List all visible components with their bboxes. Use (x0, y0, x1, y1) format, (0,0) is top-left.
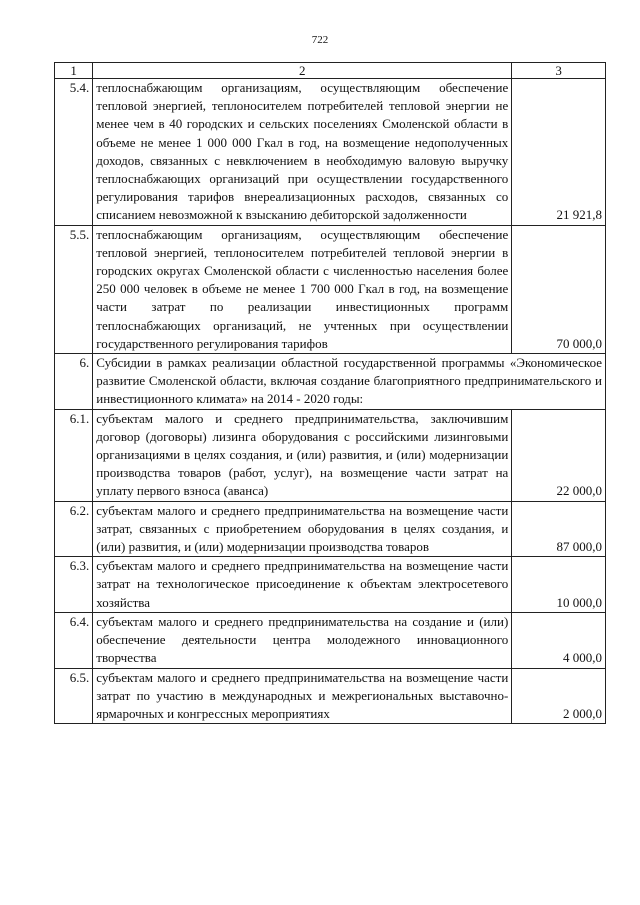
row-amount: 70 000,0 (512, 225, 606, 353)
table-row (55, 79, 606, 226)
row-amount: 22 000,0 (512, 409, 606, 501)
table-row (55, 557, 606, 613)
budget-table (54, 62, 606, 724)
row-amount: 2 000,0 (512, 668, 606, 724)
table-row (55, 354, 606, 410)
row-number: 6.5. (55, 668, 93, 724)
table-row (55, 501, 606, 557)
row-text: субъектам малого и среднего предпринимательства на возмещение части затрат по участию в международных и межрегиональных выставочно-ярмарочных и конгрессных мероприятиях (93, 668, 512, 724)
table-row (55, 612, 606, 668)
row-amount: 87 000,0 (512, 501, 606, 557)
row-amount: 10 000,0 (512, 557, 606, 613)
row-text: субъектам малого и среднего предпринимательства на создание и (или) обеспечение деятельности центра молодежного инновационного творчества (93, 612, 512, 668)
table-row (55, 668, 606, 724)
row-number: 6.3. (55, 557, 93, 613)
row-text: теплоснабжающим организациям, осуществляющим обеспечение тепловой энергией, теплоносителем потребителей тепловой энергии в городских округах Смоленской области с численностью населения более 250 000 человек в объеме не менее 1 700 000 Гкал в год, на возмещение части затрат по реализации инвестиционных программ теплоснабжающих организаций, не учтенных при осуществлении государственного регулирования тарифов (93, 225, 512, 353)
row-number: 6. (55, 354, 93, 410)
row-text: Субсидии в рамках реализации областной государственной программы «Экономическое развитие Смоленской области, включая создание благоприятного предпринимательского и инвестиционного климата» на 2014 - 2020 годы: (93, 354, 606, 410)
row-number: 5.5. (55, 225, 93, 353)
header-col-2: 2 (93, 63, 512, 79)
row-number: 6.2. (55, 501, 93, 557)
table-header-row (55, 63, 606, 79)
row-number: 6.4. (55, 612, 93, 668)
header-col-1: 1 (55, 63, 93, 79)
row-number: 5.4. (55, 79, 93, 226)
table-row (55, 409, 606, 501)
row-text: теплоснабжающим организациям, осуществляющим обеспечение тепловой энергией, теплоносителем потребителей тепловой энергии не менее чем в 40 городских и сельских поселениях Смоленской области в объеме не менее 1 000 000 Гкал в год, на возмещение недополученных доходов, связанных с невключением в необходимую валовую выручку теплоснабжающих организаций при осуществлении государственного регулирования тарифов внереализационных расходов, связанных со списанием невозможной к взысканию дебиторской задолженности (93, 79, 512, 226)
row-amount: 4 000,0 (512, 612, 606, 668)
table-row (55, 225, 606, 353)
header-col-3: 3 (512, 63, 606, 79)
page-number: 722 (311, 34, 329, 46)
row-number: 6.1. (55, 409, 93, 501)
row-amount: 21 921,8 (512, 79, 606, 226)
row-text: субъектам малого и среднего предпринимательства на возмещение части затрат, связанных с приобретением оборудования в целях создания, и (или) развития, и (или) модернизации производства товаров (93, 501, 512, 557)
row-text: субъектам малого и среднего предпринимательства на возмещение части затрат на технологическое присоединение к объектам электросетевого хозяйства (93, 557, 512, 613)
row-text: субъектам малого и среднего предпринимательства, заключившим договор (договоры) лизинга оборудования с российскими лизинговыми организациями в целях создания, и (или) развития, и (или) модернизации производства товаров (работ, услуг), на возмещение части затрат на уплату первого взноса (аванса) (93, 409, 512, 501)
